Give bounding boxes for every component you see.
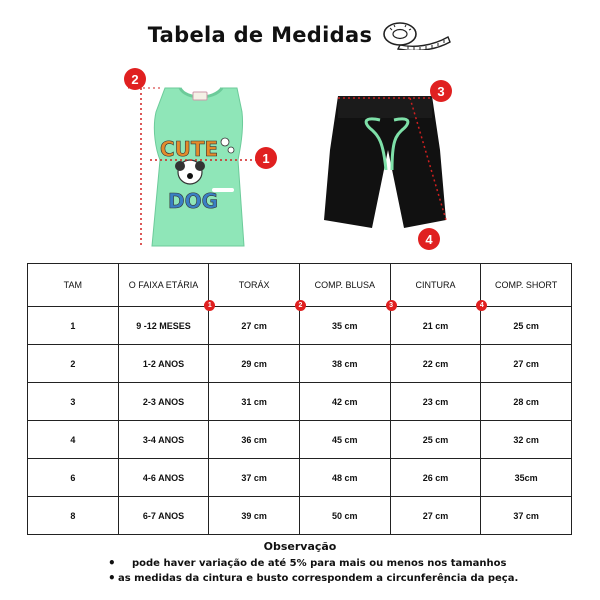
- cell-comp-blusa: 42 cm: [299, 383, 390, 421]
- cell-age: 2-3 ANOS: [118, 383, 209, 421]
- marker-4: 4: [418, 228, 440, 250]
- header-faixa-etaria: O FAIXA ETÁRIA: [118, 264, 209, 307]
- header-marker-2: 2: [295, 300, 306, 311]
- cell-tam: 3: [28, 383, 119, 421]
- shirt-print-dog: DOG: [168, 189, 219, 213]
- observations-title: Observação: [263, 540, 337, 553]
- marker-1: 1: [255, 147, 277, 169]
- cell-comp-blusa: 50 cm: [299, 497, 390, 535]
- shorts-illustration: [324, 96, 446, 228]
- observations-list: [0, 556, 600, 586]
- cell-comp-short: 32 cm: [481, 421, 572, 459]
- table-row: [28, 307, 572, 345]
- cell-age: 1-2 ANOS: [118, 345, 209, 383]
- cell-comp-short: 35cm: [481, 459, 572, 497]
- cell-cintura: 23 cm: [390, 383, 481, 421]
- cell-torax: 36 cm: [209, 421, 300, 459]
- cell-torax: 37 cm: [209, 459, 300, 497]
- title-text: Tabela de Medidas: [147, 23, 373, 47]
- bullet-icon: •: [108, 556, 116, 570]
- cell-torax: 29 cm: [209, 345, 300, 383]
- marker-3: 3: [430, 80, 452, 102]
- cell-comp-blusa: 45 cm: [299, 421, 390, 459]
- cell-comp-short: 28 cm: [481, 383, 572, 421]
- cell-comp-blusa: 35 cm: [299, 307, 390, 345]
- cell-comp-blusa: 38 cm: [299, 345, 390, 383]
- table-row: [28, 383, 572, 421]
- header-cintura: 3 CINTURA: [390, 264, 481, 307]
- cell-cintura: 21 cm: [390, 307, 481, 345]
- cell-age: 3-4 ANOS: [118, 421, 209, 459]
- table-header-row: [28, 264, 572, 307]
- cell-comp-blusa: 48 cm: [299, 459, 390, 497]
- cell-comp-short: 37 cm: [481, 497, 572, 535]
- size-table: [27, 263, 572, 535]
- cell-cintura: 26 cm: [390, 459, 481, 497]
- header-tam: TAM: [28, 264, 119, 307]
- table-row: [28, 497, 572, 535]
- observation-item: • pode haver variação de até 5% para mais ou menos nos tamanhos: [108, 556, 507, 570]
- header-torax: 1 TORÁX: [209, 264, 300, 307]
- shirt-print-cute: CUTE: [160, 137, 219, 161]
- header-comp-blusa: 2 COMP. BLUSA: [299, 264, 390, 307]
- observation-item: • as medidas da cintura e busto correspondem a circunferência da peça.: [108, 571, 519, 585]
- header-marker-1: 1: [204, 300, 215, 311]
- header-marker-4: 4: [476, 300, 487, 311]
- cell-age: 9 -12 MESES: [118, 307, 209, 345]
- cell-tam: 6: [28, 459, 119, 497]
- table-row: [28, 421, 572, 459]
- marker-2: 2: [124, 68, 146, 90]
- table-row: [28, 459, 572, 497]
- cell-tam: 1: [28, 307, 119, 345]
- cell-torax: 31 cm: [209, 383, 300, 421]
- header-marker-3: 3: [386, 300, 397, 311]
- header-comp-short: 4 COMP. SHORT: [481, 264, 572, 307]
- cell-torax: 39 cm: [209, 497, 300, 535]
- cell-cintura: 27 cm: [390, 497, 481, 535]
- tank-top-illustration: [152, 88, 244, 246]
- cell-tam: 8: [28, 497, 119, 535]
- observations: [0, 540, 600, 586]
- cell-tam: 4: [28, 421, 119, 459]
- cell-comp-short: 25 cm: [481, 307, 572, 345]
- cell-cintura: 22 cm: [390, 345, 481, 383]
- garment-illustrations: [0, 0, 600, 260]
- cell-torax: 27 cm: [209, 307, 300, 345]
- table-row: [28, 345, 572, 383]
- cell-cintura: 25 cm: [390, 421, 481, 459]
- cell-comp-short: 27 cm: [481, 345, 572, 383]
- cell-age: 6-7 ANOS: [118, 497, 209, 535]
- bullet-icon: •: [108, 571, 116, 585]
- cell-tam: 2: [28, 345, 119, 383]
- cell-age: 4-6 ANOS: [118, 459, 209, 497]
